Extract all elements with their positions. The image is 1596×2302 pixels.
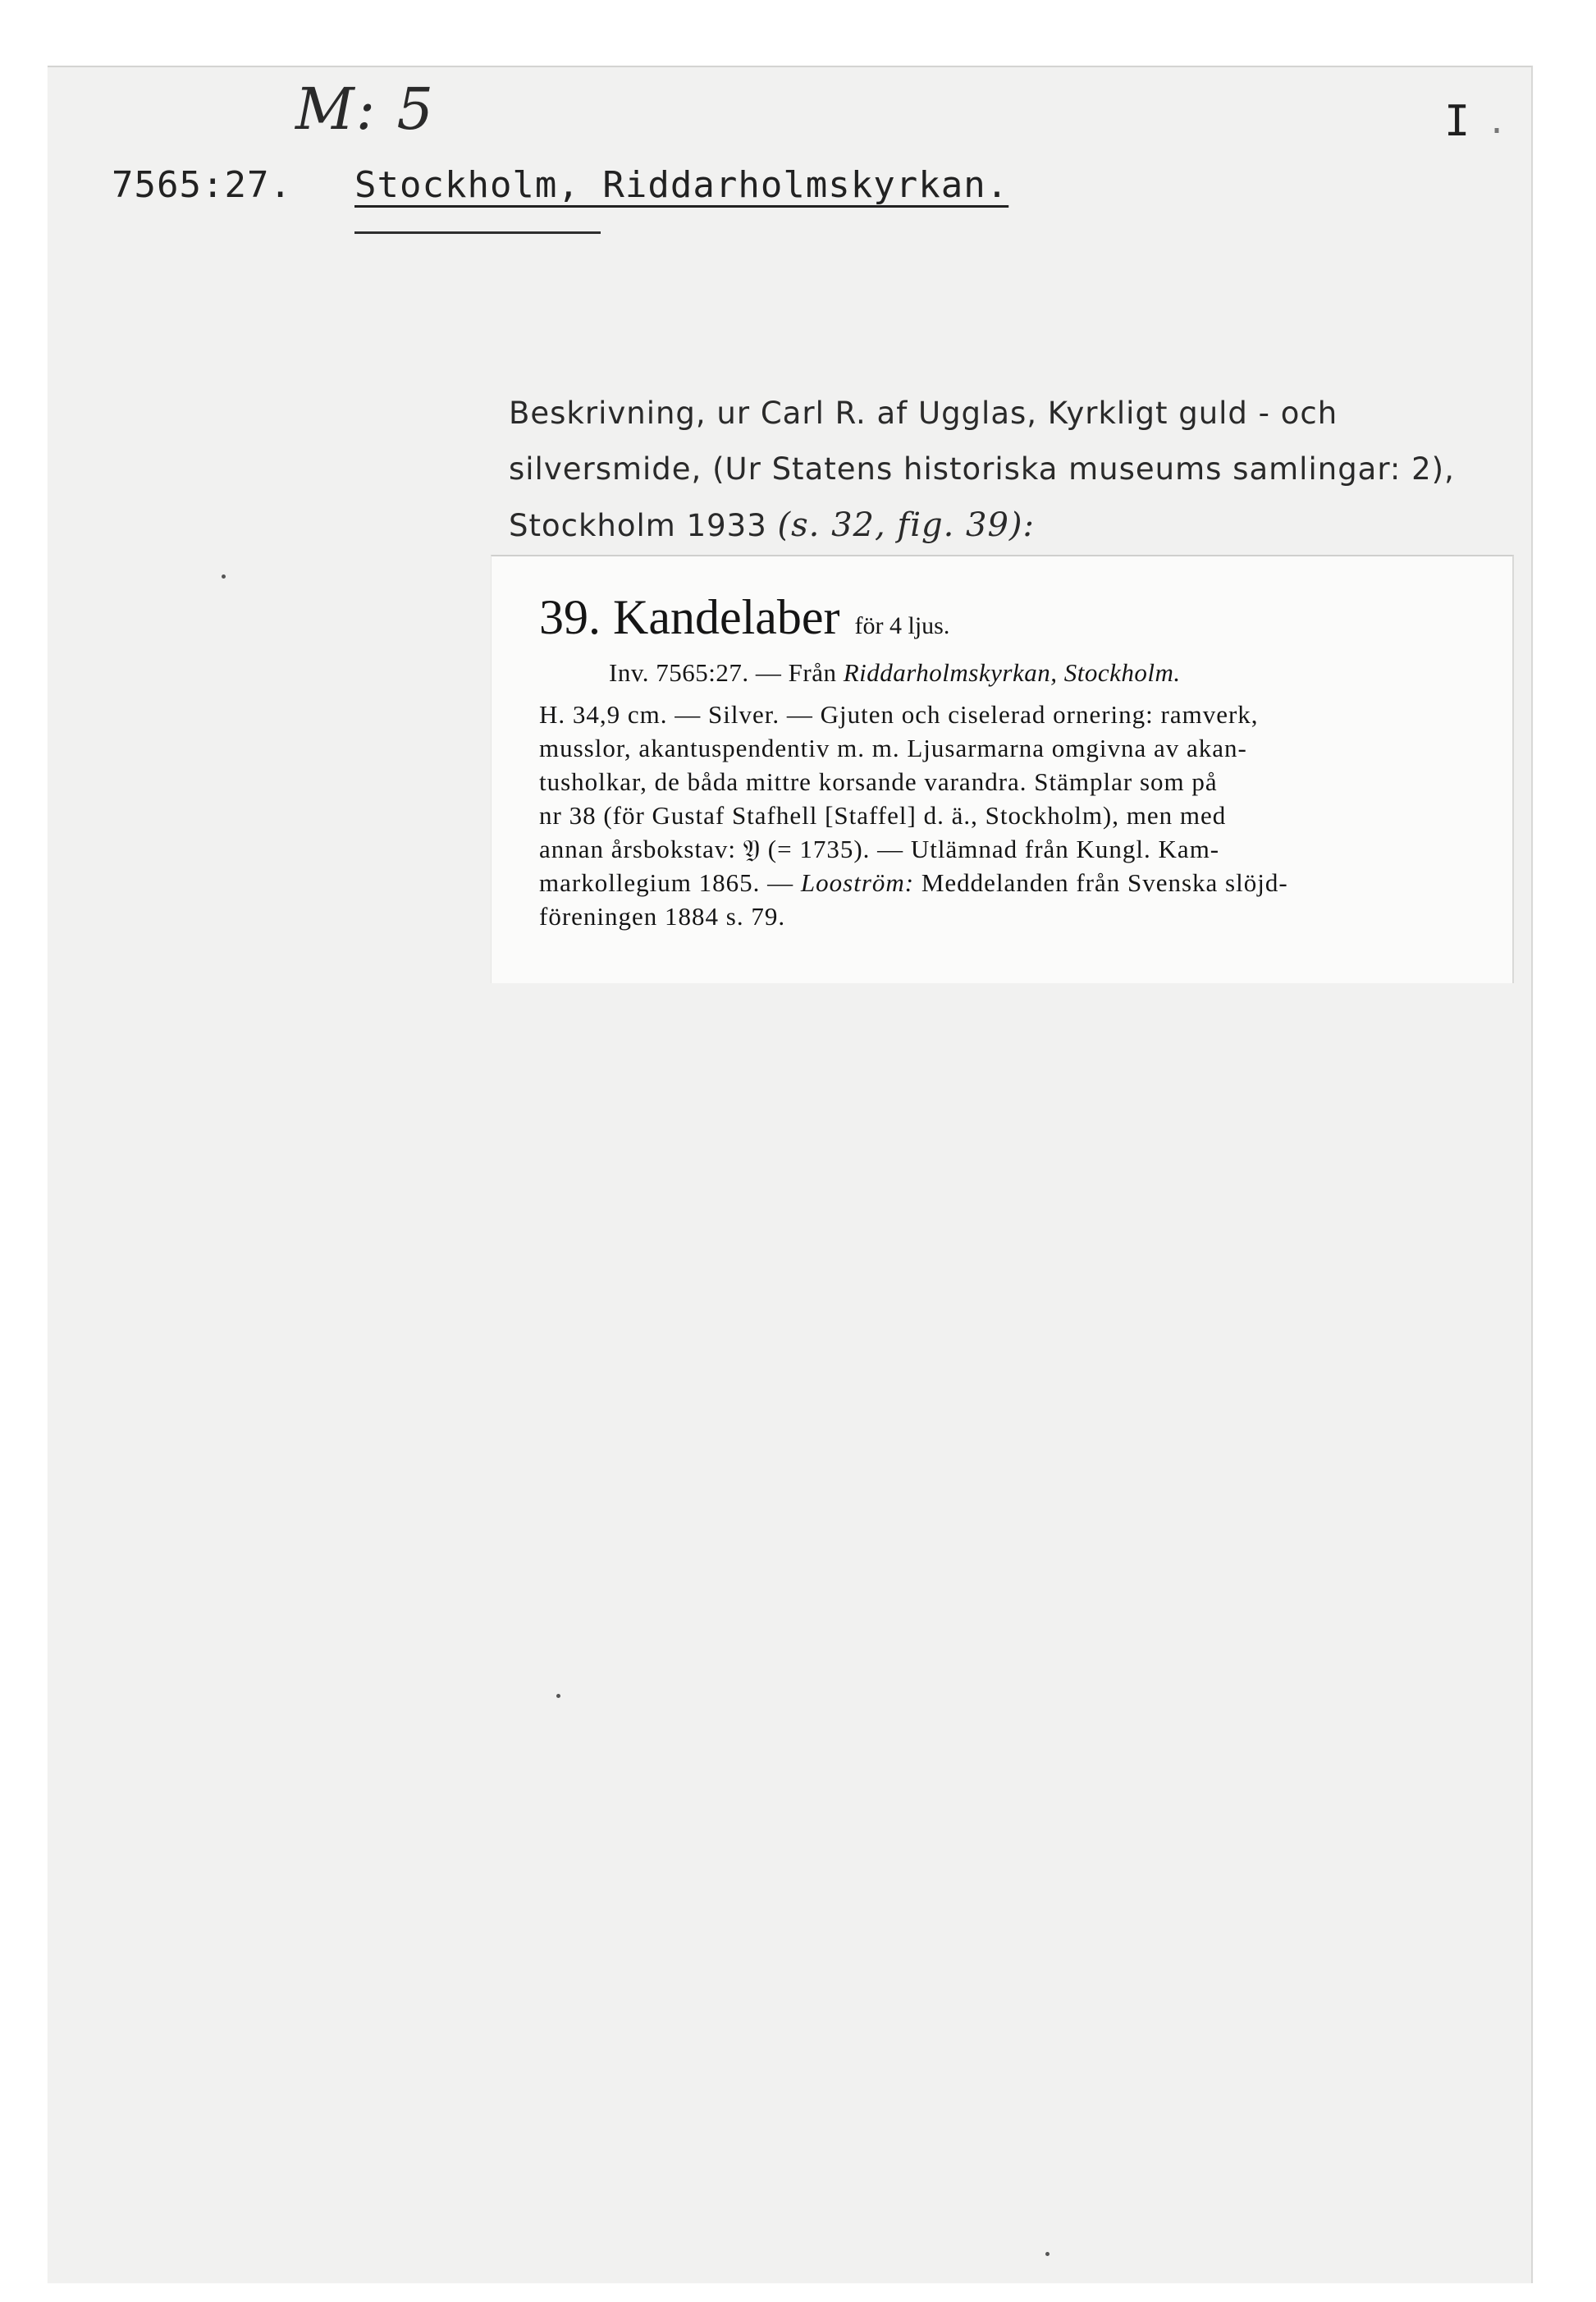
place-heading: Stockholm, Riddarholmskyrkan. <box>354 164 1009 206</box>
description-line-2: silversmide, (Ur Statens historiska museums samlingar: 2), <box>509 451 1455 487</box>
clipping-body-line-6 <box>539 866 1483 899</box>
paper-speck <box>556 1694 560 1698</box>
handwritten-shelf-mark: M: 5 <box>295 76 436 143</box>
handwritten-page-reference: (s. 32, fig. 39): <box>777 506 1036 544</box>
paper-speck <box>222 574 226 579</box>
clipping-body-line: tusholkar, de båda mittre korsande varandra. Stämplar som på <box>539 767 1218 796</box>
clipping-line-6-prefix: markollegium 1865. — <box>539 868 801 897</box>
clipping-body-line: H. 34,9 cm. — Silver. — Gjuten och ciselerad ornering: ramverk, <box>539 700 1259 729</box>
heading-underline <box>354 231 601 234</box>
card-number: I <box>1444 97 1470 146</box>
clipping-body-line-7: föreningen 1884 s. 79. <box>539 902 786 931</box>
inventory-number: 7565:27. <box>112 164 292 206</box>
description-line-1: Beskrivning, ur Carl R. af Ugglas, Kyrkligt guld - och <box>509 396 1338 431</box>
clipping-title-row <box>539 589 949 646</box>
description-line-3 <box>509 497 1469 554</box>
clipping-title: 39. Kandelaber <box>539 590 840 644</box>
clipping-body-line: musslor, akantuspendentiv m. m. Ljusarmarna omgivna av akan- <box>539 734 1247 762</box>
clipping-inventory-line <box>609 658 1181 688</box>
clipping-body-line: nr 38 (för Gustaf Stafhell [Staffel] d. ä., Stockholm), men med <box>539 801 1227 830</box>
paper-speck <box>1045 2252 1050 2256</box>
clipping-inventory-place: Riddarholmskyrkan, Stockholm. <box>843 658 1181 687</box>
clipping-subtitle: för 4 ljus. <box>854 612 950 639</box>
clipping-inventory-prefix: Inv. 7565:27. — Från <box>609 658 844 687</box>
clipping-author-reference: Looström: <box>800 868 915 897</box>
card-number-suffix: . <box>1487 103 1507 141</box>
source-description <box>509 386 1469 554</box>
description-line-3-typed: Stockholm 1933 <box>509 508 767 543</box>
clipping-body-line: annan årsbokstav: 𝔜 (= 1735). — Utlämnad från Kungl. Kam- <box>539 835 1220 863</box>
pasted-clipping <box>491 555 1514 983</box>
clipping-line-6-suffix: Meddelanden från Svenska slöjd- <box>914 868 1288 897</box>
clipping-body <box>539 698 1483 933</box>
